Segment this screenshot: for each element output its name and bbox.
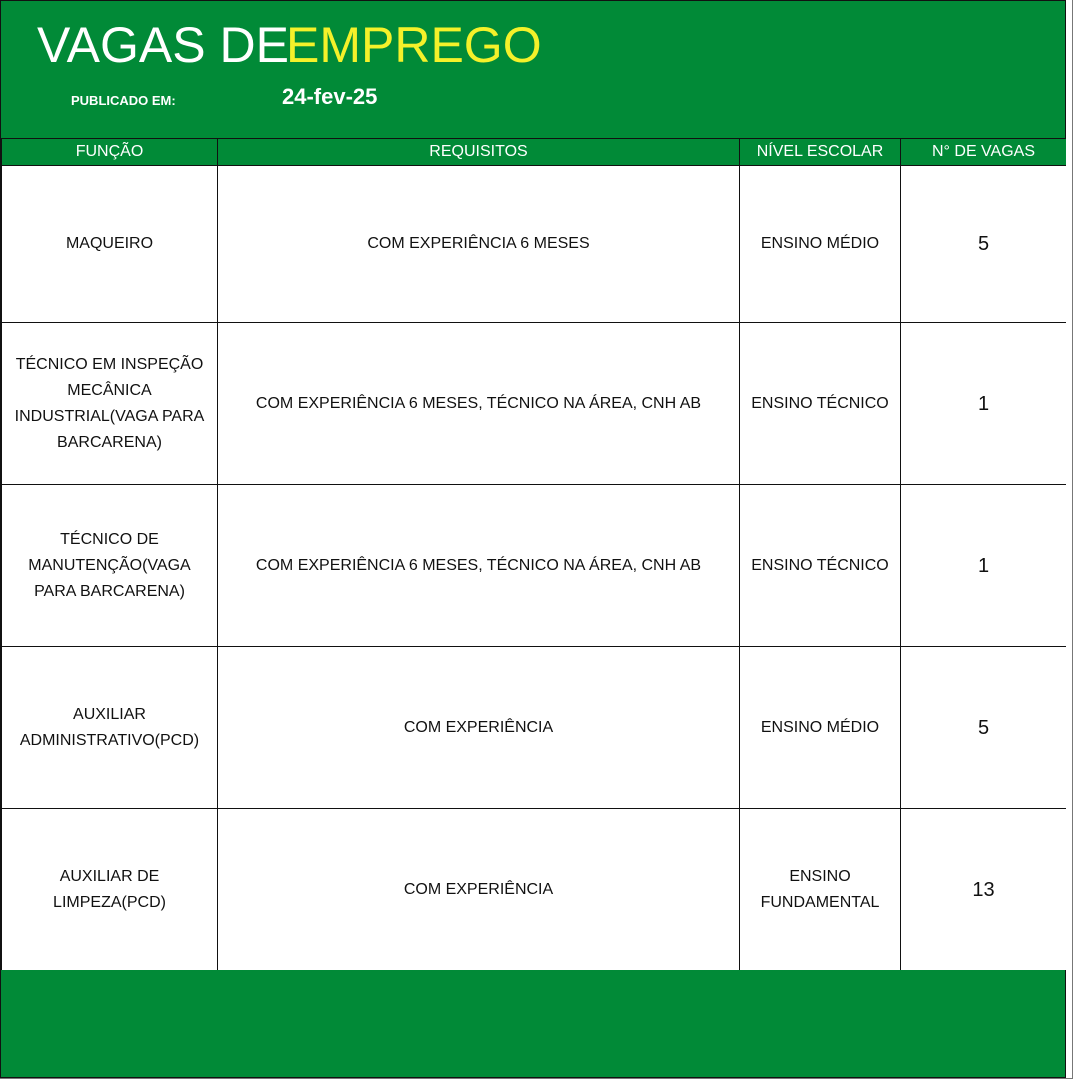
cell-funcao: AUXILIAR ADMINISTRATIVO(PCD) (2, 647, 218, 809)
jobs-table (1, 138, 1067, 971)
table-header-row (2, 139, 1067, 166)
header-banner (1, 1, 1065, 138)
cell-requisitos: COM EXPERIÊNCIA (218, 809, 740, 971)
published-label: PUBLICADO EM: (71, 93, 176, 108)
cell-numero-vagas: 1 (901, 323, 1067, 485)
cell-numero-vagas: 1 (901, 485, 1067, 647)
cell-numero-vagas: 5 (901, 166, 1067, 323)
cell-requisitos: COM EXPERIÊNCIA 6 MESES, TÉCNICO NA ÁREA, CNH AB (218, 323, 740, 485)
cell-nivel-escolar: ENSINO MÉDIO (740, 166, 901, 323)
cell-requisitos: COM EXPERIÊNCIA (218, 647, 740, 809)
page-margin (1066, 0, 1080, 1080)
page-bottom-line (0, 1078, 1073, 1079)
cell-numero-vagas: 5 (901, 647, 1067, 809)
column-header-requisitos: REQUISITOS (218, 139, 740, 166)
cell-funcao: TÉCNICO DE MANUTENÇÃO(VAGA PARA BARCARENA) (2, 485, 218, 647)
title-part-2: EMPREGO (286, 17, 542, 73)
cell-funcao: AUXILIAR DE LIMPEZA(PCD) (2, 809, 218, 971)
cell-numero-vagas: 13 (901, 809, 1067, 971)
table-row (2, 809, 1067, 971)
column-header-numero-vagas: N° DE VAGAS (901, 139, 1067, 166)
cell-nivel-escolar: ENSINO TÉCNICO (740, 485, 901, 647)
cell-nivel-escolar: ENSINO MÉDIO (740, 647, 901, 809)
column-header-nivel-escolar: NÍVEL ESCOLAR (740, 139, 901, 166)
table-row (2, 485, 1067, 647)
cell-requisitos: COM EXPERIÊNCIA 6 MESES, TÉCNICO NA ÁREA, CNH AB (218, 485, 740, 647)
page-edge-line (1072, 0, 1073, 1078)
table-row (2, 166, 1067, 323)
footer-banner (1, 970, 1065, 1077)
title-part-1: VAGAS DE (37, 17, 289, 73)
column-header-funcao: FUNÇÃO (2, 139, 218, 166)
cell-nivel-escolar: ENSINO TÉCNICO (740, 323, 901, 485)
table-row (2, 647, 1067, 809)
cell-funcao: TÉCNICO EM INSPEÇÃO MECÂNICA INDUSTRIAL(VAGA PARA BARCARENA) (2, 323, 218, 485)
published-date: 24-fev-25 (282, 84, 378, 109)
cell-nivel-escolar: ENSINO FUNDAMENTAL (740, 809, 901, 971)
cell-funcao: MAQUEIRO (2, 166, 218, 323)
cell-requisitos: COM EXPERIÊNCIA 6 MESES (218, 166, 740, 323)
table-row (2, 323, 1067, 485)
